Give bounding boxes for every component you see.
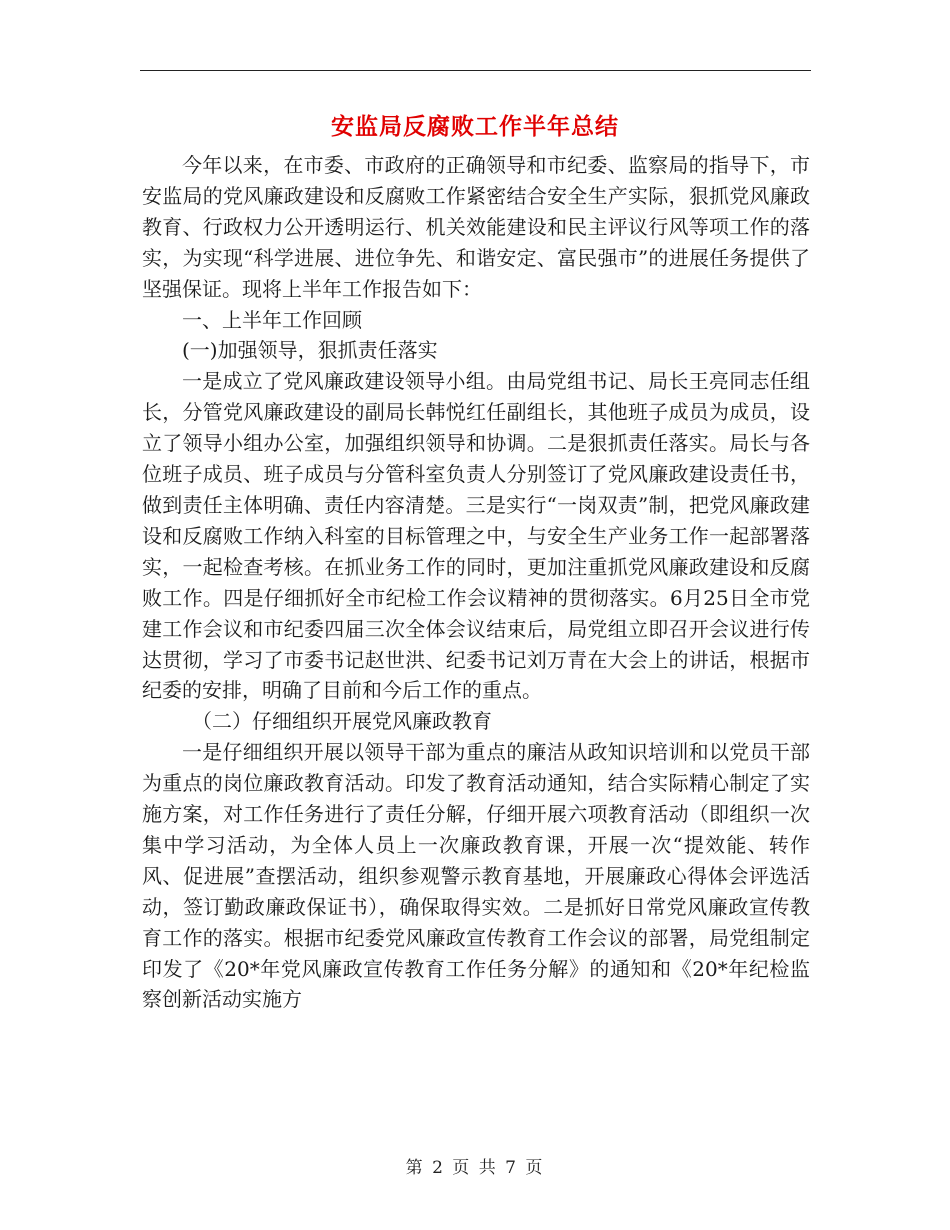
- leadership-paragraph: 一是成立了党风廉政建设领导小组。由局党组书记、局长王亮同志任组长，分管党风廉政建设的副局长韩悦红任副组长，其他班子成员为成员，设立了领导小组办公室，加强组织领导和协调。二是狠抓责任落实。局长与各位班子成员、班子成员与分管科室负责人分别签订了党风廉政建设责任书，做到责任主体明确、责任内容清楚。三是实行“一岗双责”制，把党风廉政建设和反腐败工作纳入科室的目标管理之中，与安全生产业务工作一起部署落实，一起检查考核。在抓业务工作的同时，更加注重抓党风廉政建设和反腐败工作。四是仔细抓好全市纪检工作会议精神的贯彻落实。6月25日全市党建工作会议和市纪委四届三次全体会议结束后，局党组立即召开会议进行传达贯彻，学习了市委书记赵世洪、纪委书记刘万青在大会上的讲话，根据市纪委的安排，明确了目前和今后工作的重点。: [142, 369, 810, 703]
- page-number: 第 2 页 共 7 页: [405, 1158, 545, 1178]
- header-rule: [140, 70, 811, 71]
- subsection-heading-education: （二）仔细组织开展党风廉政教育: [192, 709, 492, 734]
- document-body: [142, 150, 810, 1015]
- document-title: 安监局反腐败工作半年总结: [331, 114, 619, 140]
- subsection-heading-leadership: (一)加强领导，狠抓责任落实: [182, 338, 438, 363]
- education-paragraph: 一是仔细组织开展以领导干部为重点的廉洁从政知识培训和以党员干部为重点的岗位廉政教育活动。印发了教育活动通知，结合实际精心制定了实施方案，对工作任务进行了责任分解，仔细开展六项教育活动（即组织一次集中学习活动，为全体人员上一次廉政教育课，开展一次“提效能、转作风、促进展”查摆活动，组织参观警示教育基地，开展廉政心得体会评选活动，签订勤政廉政保证书），确保取得实效。二是抓好日常党风廉政宣传教育工作的落实。根据市纪委党风廉政宣传教育工作会议的部署，局党组制定印发了《20*年党风廉政宣传教育工作任务分解》的通知和《20*年纪检监察创新活动实施方: [142, 740, 810, 1012]
- intro-paragraph: 今年以来，在市委、市政府的正确领导和市纪委、监察局的指导下，市安监局的党风廉政建设和反腐败工作紧密结合安全生产实际，狠抓党风廉政教育、行政权力公开透明运行、机关效能建设和民主评议行风等项工作的落实，为实现“科学进展、进位争先、和谐安定、富民强市”的进展任务提供了坚强保证。现将上半年工作报告如下：: [142, 153, 810, 301]
- section-heading-review: 一、上半年工作回顾: [182, 307, 362, 332]
